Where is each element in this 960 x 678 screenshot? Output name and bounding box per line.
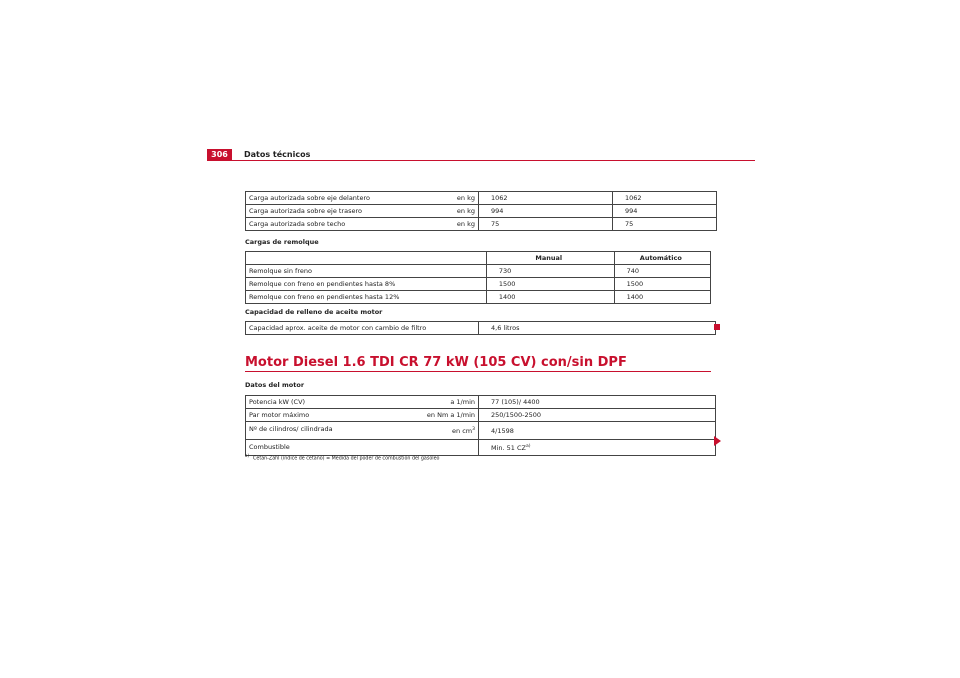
cell-value: 4/1598 [479, 422, 613, 440]
cell-value: 250/1500-2500 [479, 409, 613, 422]
column-header: Automático [614, 252, 710, 265]
row-unit: en Nm a 1/min [426, 411, 475, 419]
table-row [246, 322, 716, 335]
row-label: Par motor máximo [249, 411, 310, 419]
unit-superscript: 3 [472, 427, 475, 432]
row-label: Potencia kW (CV) [249, 398, 306, 406]
trailer-heading: Cargas de remolque [245, 238, 319, 246]
row-unit: a 1/min [450, 398, 475, 406]
cell-value: 1500 [614, 278, 710, 291]
table-row [246, 396, 716, 409]
row-label: Capacidad aprox. aceite de motor con cambio de filtro [246, 322, 479, 335]
row-label: Carga autorizada sobre eje trasero [249, 207, 362, 215]
cell-value: 1062 [613, 192, 717, 205]
axle-load-table [245, 191, 717, 231]
row-label: Carga autorizada sobre techo [249, 220, 346, 228]
footnote-text: Cetan-Zahl (índice de cetano) = Medida del poder de combustión del gasóleo [253, 456, 440, 462]
continue-arrow-icon [714, 436, 721, 446]
cell-value: 75 [479, 218, 613, 231]
cell-value: 1500 [486, 278, 614, 291]
cell-value: 4,6 litros [479, 322, 613, 335]
table-row [246, 291, 711, 304]
row-unit: en kg [456, 194, 475, 202]
row-label: Combustible [246, 440, 479, 456]
table-row [246, 409, 716, 422]
footnote [245, 453, 439, 462]
header-title: Datos técnicos [244, 150, 311, 159]
engine-data-table [245, 395, 716, 456]
section-title: Motor Diesel 1.6 TDI CR 77 kW (105 CV) con/sin DPF [245, 355, 627, 370]
column-header: Manual [486, 252, 614, 265]
table-row [246, 205, 717, 218]
oil-capacity-table [245, 321, 716, 335]
cell-value: 1062 [479, 192, 613, 205]
engine-heading: Datos del motor [245, 381, 305, 389]
table-row [246, 422, 716, 440]
cell-value: 75 [613, 218, 717, 231]
row-unit: en cm [452, 427, 473, 436]
table-row [246, 278, 711, 291]
cell-value: 77 (105)/ 4400 [479, 396, 613, 409]
table-row [246, 192, 717, 205]
row-unit: en kg [456, 207, 475, 215]
page-number: 306 [207, 149, 232, 161]
cell-value: 1400 [614, 291, 710, 304]
table-header-row [246, 252, 711, 265]
end-of-section-square-icon [714, 324, 720, 330]
footnote-ref: a) [526, 444, 531, 450]
cell-value: 1400 [486, 291, 614, 304]
row-label: Nº de cilindros/ cilindrada [249, 425, 333, 433]
row-label: Carga autorizada sobre eje delantero [249, 194, 370, 202]
cell-value: 994 [613, 205, 717, 218]
row-label: Remolque sin freno [246, 265, 487, 278]
table-row [246, 218, 717, 231]
cell-value: 740 [614, 265, 710, 278]
row-unit: en kg [456, 220, 475, 228]
row-label: Remolque con freno en pendientes hasta 8% [246, 278, 487, 291]
cell-value: 730 [486, 265, 614, 278]
row-label: Remolque con freno en pendientes hasta 12% [246, 291, 487, 304]
section-rule [245, 371, 711, 372]
table-row [246, 265, 711, 278]
cell-value: Min. 51 CZ [491, 444, 526, 453]
footnote-marker: a) [245, 453, 250, 458]
trailer-load-table [245, 251, 711, 304]
oil-heading: Capacidad de relleno de aceite motor [245, 308, 383, 316]
cell-value: 994 [479, 205, 613, 218]
header-rule [207, 160, 755, 161]
